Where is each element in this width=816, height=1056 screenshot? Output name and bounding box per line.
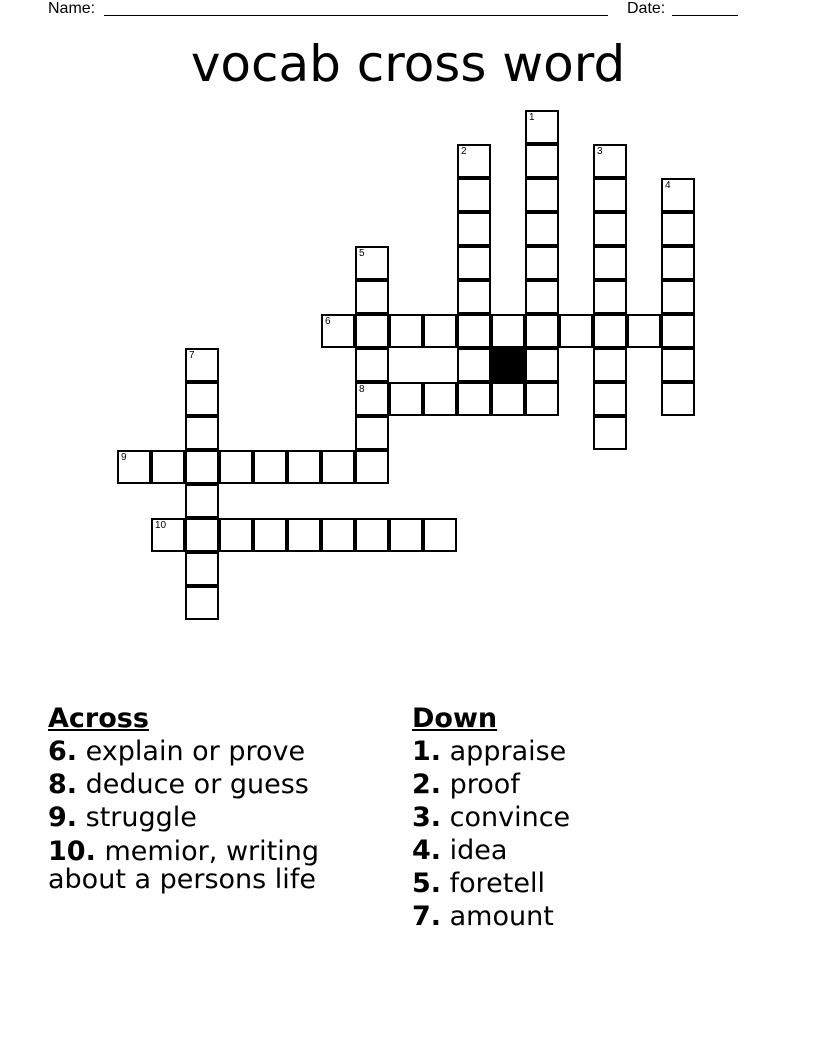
grid-cell[interactable] — [219, 518, 253, 552]
grid-cell[interactable] — [185, 382, 219, 416]
grid-cell[interactable] — [185, 416, 219, 450]
clue-number: 2. — [412, 769, 442, 800]
grid-cell[interactable] — [457, 246, 491, 280]
grid-cell[interactable] — [423, 314, 457, 348]
cell-number: 7 — [189, 350, 195, 361]
clue-text: convince — [449, 802, 571, 833]
grid-cell[interactable] — [525, 178, 559, 212]
clue-text: appraise — [449, 736, 567, 767]
cell-number: 5 — [359, 248, 365, 259]
grid-cell[interactable] — [185, 348, 219, 382]
grid-cell[interactable] — [457, 212, 491, 246]
clue-down-1 — [412, 735, 772, 768]
grid-cell[interactable] — [525, 212, 559, 246]
grid-cell[interactable] — [525, 246, 559, 280]
grid-cell[interactable] — [661, 348, 695, 382]
grid-cell[interactable] — [287, 450, 321, 484]
clue-across-10 — [48, 838, 368, 894]
grid-cell[interactable] — [253, 518, 287, 552]
grid-cell[interactable] — [559, 314, 593, 348]
grid-cell[interactable] — [627, 314, 661, 348]
grid-cell[interactable] — [355, 348, 389, 382]
grid-cell[interactable] — [389, 382, 423, 416]
clue-text: memior, writing about a persons life — [48, 836, 319, 895]
grid-cell[interactable] — [593, 144, 627, 178]
grid-cell[interactable] — [491, 382, 525, 416]
clue-number: 4. — [412, 835, 442, 866]
grid-cell[interactable] — [253, 450, 287, 484]
grid-cell[interactable] — [151, 450, 185, 484]
clue-down-7 — [412, 900, 772, 933]
grid-cell[interactable] — [355, 518, 389, 552]
grid-cell[interactable] — [355, 450, 389, 484]
grid-cell[interactable] — [525, 382, 559, 416]
blocked-cell — [491, 348, 525, 382]
clue-number: 1. — [412, 736, 442, 767]
page-title: vocab cross word — [190, 35, 626, 93]
grid-cell[interactable] — [661, 280, 695, 314]
grid-cell[interactable] — [593, 280, 627, 314]
clue-number: 5. — [412, 868, 442, 899]
clue-number: 7. — [412, 901, 442, 932]
grid-cell[interactable] — [389, 518, 423, 552]
grid-cell[interactable] — [185, 484, 219, 518]
grid-cell[interactable] — [661, 314, 695, 348]
grid-cell[interactable] — [185, 450, 219, 484]
clue-across-9 — [48, 801, 368, 834]
grid-cell[interactable] — [355, 382, 389, 416]
clue-down-4 — [412, 834, 772, 867]
grid-cell[interactable] — [593, 246, 627, 280]
grid-cell[interactable] — [185, 518, 219, 552]
grid-cell[interactable] — [661, 178, 695, 212]
grid-cell[interactable] — [287, 518, 321, 552]
grid-cell[interactable] — [593, 348, 627, 382]
clue-text: proof — [449, 769, 520, 800]
grid-cell[interactable] — [593, 314, 627, 348]
grid-cell[interactable] — [219, 450, 253, 484]
grid-cell[interactable] — [525, 110, 559, 144]
grid-cell[interactable] — [185, 552, 219, 586]
grid-cell[interactable] — [525, 314, 559, 348]
grid-cell[interactable] — [525, 144, 559, 178]
cell-number: 9 — [121, 452, 127, 463]
grid-cell[interactable] — [321, 518, 355, 552]
grid-cell[interactable] — [423, 382, 457, 416]
grid-cell[interactable] — [525, 348, 559, 382]
grid-cell[interactable] — [593, 382, 627, 416]
grid-cell[interactable] — [185, 586, 219, 620]
grid-cell[interactable] — [355, 280, 389, 314]
clue-number: 10. — [48, 836, 96, 867]
grid-cell[interactable] — [661, 212, 695, 246]
grid-cell[interactable] — [491, 314, 525, 348]
cell-number: 6 — [325, 316, 331, 327]
across-heading: Across — [48, 703, 149, 734]
grid-cell[interactable] — [593, 212, 627, 246]
cell-number: 1 — [529, 112, 535, 123]
cell-number: 3 — [597, 146, 603, 157]
grid-cell[interactable] — [355, 246, 389, 280]
clue-number: 3. — [412, 802, 442, 833]
grid-cell[interactable] — [457, 144, 491, 178]
grid-cell[interactable] — [423, 518, 457, 552]
clue-text: explain or prove — [85, 736, 306, 767]
clue-text: amount — [449, 901, 554, 932]
clue-text: struggle — [85, 802, 197, 833]
clue-text: idea — [449, 835, 508, 866]
grid-cell[interactable] — [525, 280, 559, 314]
clue-across-6 — [48, 735, 368, 768]
grid-cell[interactable] — [355, 416, 389, 450]
clue-number: 8. — [48, 769, 78, 800]
grid-cell[interactable] — [457, 178, 491, 212]
grid-cell[interactable] — [321, 450, 355, 484]
grid-cell[interactable] — [661, 382, 695, 416]
grid-cell[interactable] — [457, 314, 491, 348]
grid-cell[interactable] — [151, 518, 185, 552]
clue-number: 9. — [48, 802, 78, 833]
cell-number: 8 — [359, 384, 365, 395]
grid-cell[interactable] — [321, 314, 355, 348]
grid-cell[interactable] — [355, 314, 389, 348]
grid-cell[interactable] — [457, 348, 491, 382]
clue-down-3 — [412, 801, 772, 834]
grid-cell[interactable] — [117, 450, 151, 484]
clue-text: deduce or guess — [85, 769, 309, 800]
grid-cell[interactable] — [593, 416, 627, 450]
clue-down-5 — [412, 867, 772, 900]
grid-cell[interactable] — [661, 246, 695, 280]
clue-across-8 — [48, 768, 368, 801]
down-heading: Down — [412, 703, 498, 734]
name-label: Name: — [48, 0, 96, 17]
down-clues — [412, 702, 772, 933]
date-label: Date: — [627, 0, 666, 17]
cell-number: 4 — [665, 180, 671, 191]
clue-down-2 — [412, 768, 772, 801]
cell-number: 10 — [155, 520, 167, 531]
across-clues — [48, 702, 368, 894]
grid-cell[interactable] — [457, 280, 491, 314]
clue-number: 6. — [48, 736, 78, 767]
grid-cell[interactable] — [389, 314, 423, 348]
cell-number: 2 — [461, 146, 467, 157]
grid-cell[interactable] — [457, 382, 491, 416]
clue-text: foretell — [449, 868, 545, 899]
grid-cell[interactable] — [593, 178, 627, 212]
